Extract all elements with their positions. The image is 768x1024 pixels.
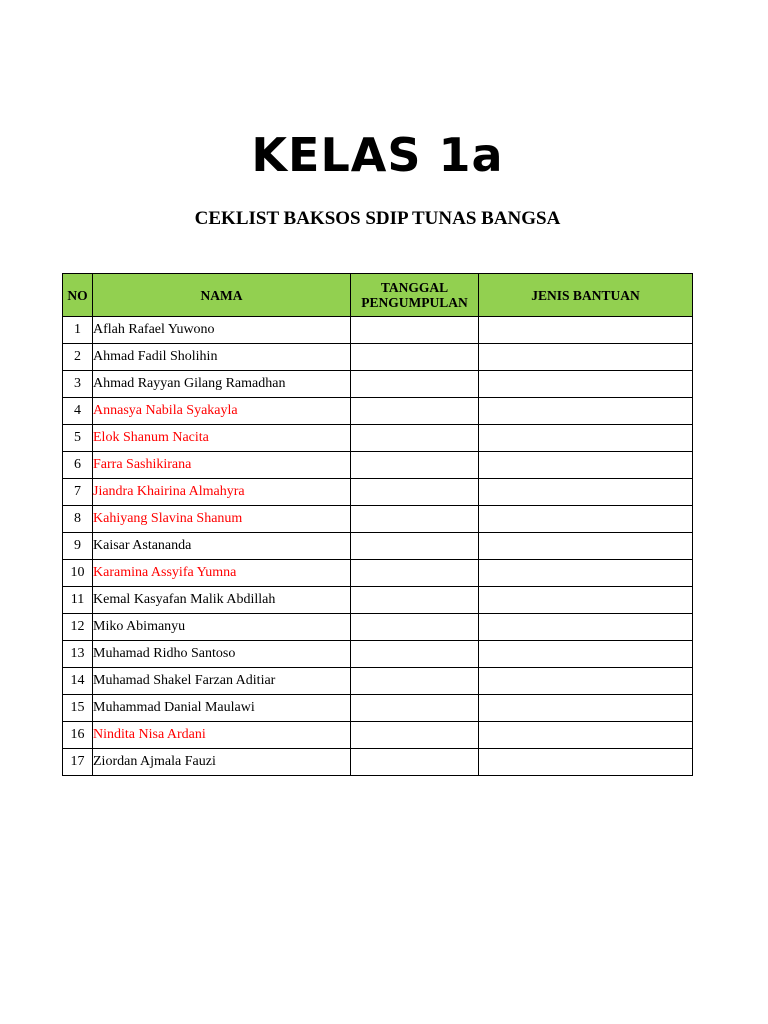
header-nama: NAMA (93, 274, 351, 317)
student-name: Ziordan Ajmala Fauzi (93, 749, 351, 776)
jenis-bantuan-cell[interactable] (479, 452, 693, 479)
table-row (63, 641, 693, 668)
table-body (63, 317, 693, 776)
student-name: Farra Sashikirana (93, 452, 351, 479)
tanggal-pengumpulan-cell[interactable] (351, 668, 479, 695)
row-number: 11 (63, 587, 93, 614)
row-number: 6 (63, 452, 93, 479)
student-name: Kaisar Astananda (93, 533, 351, 560)
tanggal-pengumpulan-cell[interactable] (351, 425, 479, 452)
row-number: 15 (63, 695, 93, 722)
table-row (63, 425, 693, 452)
jenis-bantuan-cell[interactable] (479, 587, 693, 614)
student-name: Nindita Nisa Ardani (93, 722, 351, 749)
tanggal-pengumpulan-cell[interactable] (351, 452, 479, 479)
jenis-bantuan-cell[interactable] (479, 749, 693, 776)
table-row (63, 749, 693, 776)
row-number: 2 (63, 344, 93, 371)
student-name: Ahmad Fadil Sholihin (93, 344, 351, 371)
table-row (63, 722, 693, 749)
row-number: 16 (63, 722, 93, 749)
jenis-bantuan-cell[interactable] (479, 668, 693, 695)
student-name: Annasya Nabila Syakayla (93, 398, 351, 425)
student-name: Karamina Assyifa Yumna (93, 560, 351, 587)
header-tanggal-line2: PENGUMPULAN (361, 295, 468, 310)
header-tanggal-pengumpulan (351, 274, 479, 317)
table-row (63, 452, 693, 479)
jenis-bantuan-cell[interactable] (479, 371, 693, 398)
jenis-bantuan-cell[interactable] (479, 614, 693, 641)
row-number: 17 (63, 749, 93, 776)
table-row (63, 398, 693, 425)
jenis-bantuan-cell[interactable] (479, 695, 693, 722)
table-row (63, 560, 693, 587)
tanggal-pengumpulan-cell[interactable] (351, 749, 479, 776)
tanggal-pengumpulan-cell[interactable] (351, 398, 479, 425)
jenis-bantuan-cell[interactable] (479, 479, 693, 506)
student-name: Ahmad Rayyan Gilang Ramadhan (93, 371, 351, 398)
table-row (63, 533, 693, 560)
tanggal-pengumpulan-cell[interactable] (351, 722, 479, 749)
row-number: 4 (63, 398, 93, 425)
tanggal-pengumpulan-cell[interactable] (351, 587, 479, 614)
tanggal-pengumpulan-cell[interactable] (351, 560, 479, 587)
row-number: 3 (63, 371, 93, 398)
header-no: NO (63, 274, 93, 317)
jenis-bantuan-cell[interactable] (479, 560, 693, 587)
jenis-bantuan-cell[interactable] (479, 317, 693, 344)
row-number: 5 (63, 425, 93, 452)
page-subtitle: CEKLIST BAKSOS SDIP TUNAS BANGSA (194, 208, 561, 229)
page-title: KELAS 1a (251, 128, 504, 182)
jenis-bantuan-cell[interactable] (479, 533, 693, 560)
jenis-bantuan-cell[interactable] (479, 425, 693, 452)
tanggal-pengumpulan-cell[interactable] (351, 641, 479, 668)
table-row (63, 668, 693, 695)
student-name: Muhamad Ridho Santoso (93, 641, 351, 668)
student-name: Muhammad Danial Maulawi (93, 695, 351, 722)
jenis-bantuan-cell[interactable] (479, 344, 693, 371)
row-number: 9 (63, 533, 93, 560)
tanggal-pengumpulan-cell[interactable] (351, 344, 479, 371)
jenis-bantuan-cell[interactable] (479, 641, 693, 668)
row-number: 14 (63, 668, 93, 695)
table-row (63, 479, 693, 506)
student-name: Miko Abimanyu (93, 614, 351, 641)
header-tanggal-line1: TANGGAL (380, 280, 449, 295)
tanggal-pengumpulan-cell[interactable] (351, 695, 479, 722)
table-header-row (63, 274, 693, 317)
row-number: 1 (63, 317, 93, 344)
student-name: Muhamad Shakel Farzan Aditiar (93, 668, 351, 695)
table-row (63, 614, 693, 641)
row-number: 7 (63, 479, 93, 506)
table-row (63, 506, 693, 533)
student-name: Kemal Kasyafan Malik Abdillah (93, 587, 351, 614)
table-row (63, 371, 693, 398)
tanggal-pengumpulan-cell[interactable] (351, 479, 479, 506)
student-name: Kahiyang Slavina Shanum (93, 506, 351, 533)
student-name: Elok Shanum Nacita (93, 425, 351, 452)
row-number: 13 (63, 641, 93, 668)
table-row (63, 344, 693, 371)
table-row (63, 695, 693, 722)
tanggal-pengumpulan-cell[interactable] (351, 317, 479, 344)
row-number: 12 (63, 614, 93, 641)
jenis-bantuan-cell[interactable] (479, 398, 693, 425)
tanggal-pengumpulan-cell[interactable] (351, 506, 479, 533)
row-number: 10 (63, 560, 93, 587)
tanggal-pengumpulan-cell[interactable] (351, 614, 479, 641)
table-row (63, 317, 693, 344)
row-number: 8 (63, 506, 93, 533)
student-name: Jiandra Khairina Almahyra (93, 479, 351, 506)
student-name: Aflah Rafael Yuwono (93, 317, 351, 344)
tanggal-pengumpulan-cell[interactable] (351, 533, 479, 560)
checklist-table (62, 273, 693, 776)
jenis-bantuan-cell[interactable] (479, 722, 693, 749)
table-row (63, 587, 693, 614)
tanggal-pengumpulan-cell[interactable] (351, 371, 479, 398)
jenis-bantuan-cell[interactable] (479, 506, 693, 533)
header-jenis-bantuan: JENIS BANTUAN (479, 274, 693, 317)
